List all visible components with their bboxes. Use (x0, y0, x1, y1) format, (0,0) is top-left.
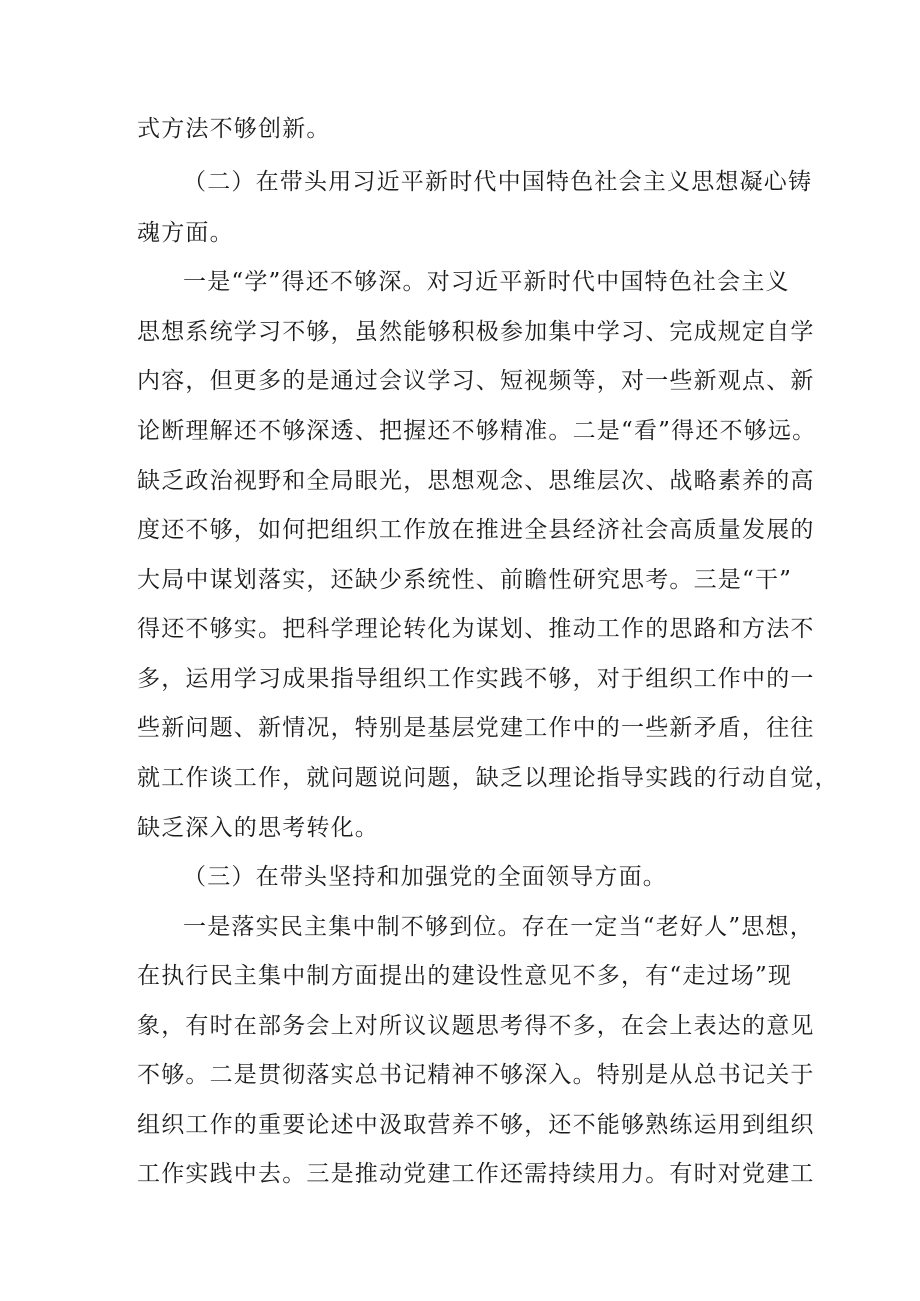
body-text-line: 些新问题、新情况，特别是基层党建工作中的一些新矛盾，往往 (137, 715, 815, 741)
body-text-line: 论断理解还不够深透、把握还不够精准。二是“看”得还不够远。 (137, 418, 817, 444)
body-text-line: 在执行民主集中制方面提出的建设性意见不多，有“走过场”现 (137, 963, 793, 989)
body-text-line: 工作实践中去。三是推动党建工作还需持续用力。有时对党建工 (137, 1161, 815, 1187)
body-text-line: 度还不够，如何把组织工作放在推进全县经济社会高质量发展的 (137, 517, 815, 543)
body-text-line: 一是落实民主集中制不够到位。存在一定当“老好人”思想， (183, 914, 814, 940)
body-text-line: 不够。二是贯彻落实总书记精神不够深入。特别是从总书记关于 (137, 1062, 815, 1088)
body-text-line: 得还不够实。把科学理论转化为谋划、推动工作的思路和方法不 (137, 616, 815, 642)
body-text-line: 象，有时在部务会上对所议议题思考得不多，在会上表达的意见 (137, 1013, 815, 1039)
body-text-line: 内容，但更多的是通过会议学习、短视频等，对一些新观点、新 (137, 368, 815, 394)
section-heading-line: （二）在带头用习近平新时代中国特色社会主义思想凝心铸 (183, 169, 813, 195)
body-text-line: 组织工作的重要论述中汲取营养不够，还不能够熟练运用到组织 (137, 1112, 815, 1138)
section-heading-line: （三）在带头坚持和加强党的全面领导方面。 (183, 864, 667, 890)
body-text-line: 式方法不够创新。 (137, 116, 331, 142)
body-text-line: 一是“学”得还不够深。对习近平新时代中国特色社会主义 (183, 269, 790, 295)
section-heading-line: 魂方面。 (137, 220, 234, 246)
body-text-line: 大局中谋划落实，还缺少系统性、前瞻性研究思考。三是“干” (137, 567, 793, 593)
body-text-line: 缺乏政治视野和全局眼光，思想观念、思维层次、战略素养的高 (137, 468, 815, 494)
body-text-line: 缺乏深入的思考转化。 (137, 815, 379, 841)
body-text-line: 多，运用学习成果指导组织工作实践不够，对于组织工作中的一 (137, 666, 815, 692)
body-text-line: 思想系统学习不够，虽然能够积极参加集中学习、完成规定自学 (137, 319, 815, 345)
body-text-line: 就工作谈工作，就问题说问题，缺乏以理论指导实践的行动自觉， (137, 765, 839, 791)
